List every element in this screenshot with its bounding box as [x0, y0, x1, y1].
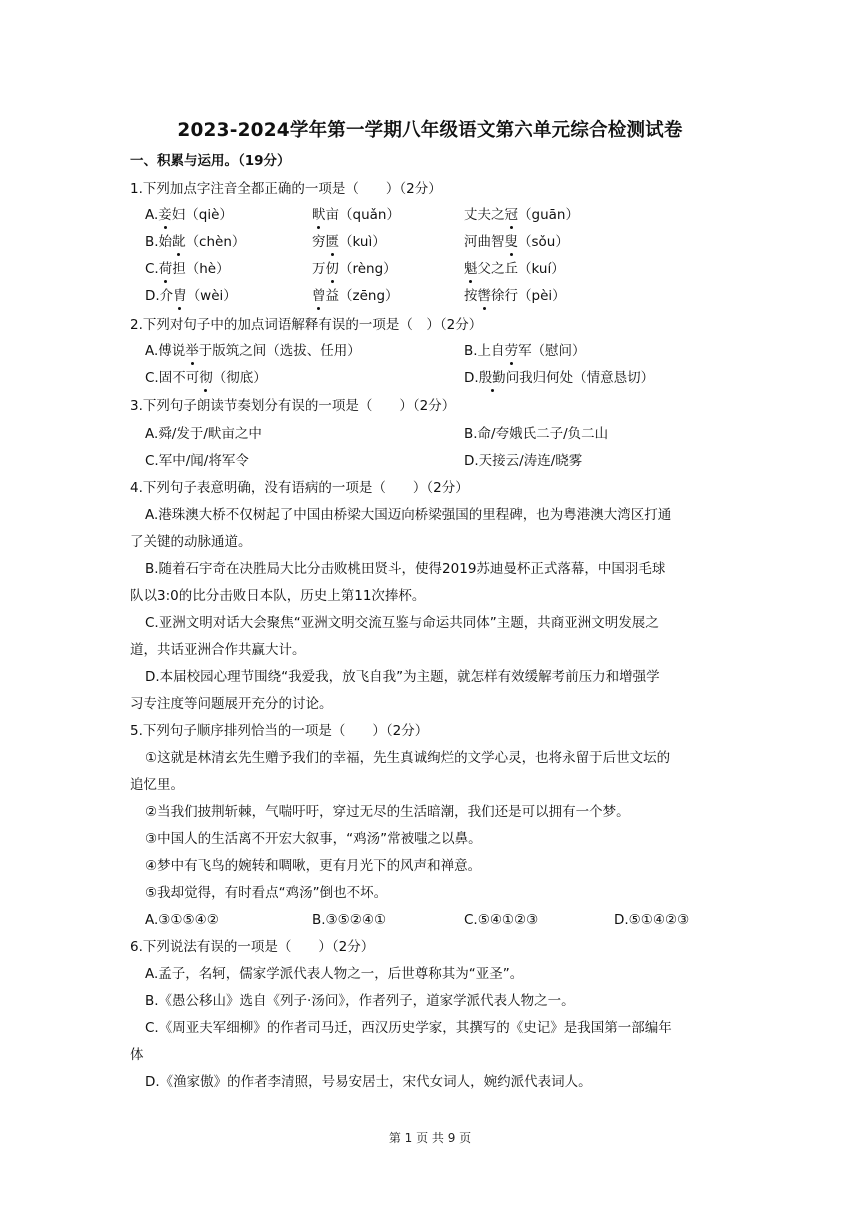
q3-option-c: C.军中/闻/将军令	[145, 453, 249, 469]
q1-option-d1: D.介胄（wèi）	[145, 288, 237, 304]
q3-option-d: D.天接云/涛连/晓雾	[464, 453, 583, 469]
q5-option-a: A.③①⑤④②	[145, 912, 219, 928]
q1-option-a2: 畎亩（quǎn）	[312, 207, 400, 223]
q5-option-d: D.⑤①④②③	[614, 912, 690, 928]
question-1-stem: 1.下列加点字注音全都正确的一项是（ ）（2分）	[130, 181, 442, 197]
q4-option-a-cont: 了关键的动脉通道。	[130, 534, 252, 550]
q4-option-d: D.本届校园心理节围绕“我爱我，放飞自我”为主题，就怎样有效缓解考前压力和增强学	[145, 669, 660, 685]
q1-option-d3: 按辔徐行（pèi）	[464, 288, 566, 304]
q5-option-c: C.⑤④①②③	[464, 912, 539, 928]
q3-option-b: B.命/夸娥氏二子/负二山	[464, 426, 609, 442]
section-heading: 一、积累与运用。（19分）	[130, 153, 291, 169]
q1-option-a1: A.妾妇（qiè）	[145, 207, 233, 223]
q2-option-d: D.殷勤问我归何处（情意恳切）	[464, 370, 655, 386]
q5-sentence-1: ①这就是林清玄先生赠予我们的幸福，先生真诚绚烂的文学心灵，也将永留于后世文坛的	[145, 750, 671, 766]
q3-option-a: A.舜/发于/畎亩之中	[145, 426, 262, 442]
question-3-stem: 3.下列句子朗读节奏划分有误的一项是（ ）（2分）	[130, 398, 456, 414]
q1-option-d2: 曾益（zēng）	[312, 288, 399, 304]
q5-sentence-2: ②当我们披荆斩棘，气喘吁吁，穿过无尽的生活暗潮，我们还是可以拥有一个梦。	[145, 804, 630, 820]
q2-option-a: A.傅说举于版筑之间（选拔、任用）	[145, 343, 361, 359]
q1-option-b2: 穷匮（kuì）	[312, 234, 386, 250]
exam-title: 2023-2024学年第一学期八年级语文第六单元综合检测试卷	[177, 120, 683, 141]
q6-option-d: D.《渔家傲》的作者李清照，号易安居士，宋代女词人，婉约派代表词人。	[145, 1074, 592, 1090]
question-4-stem: 4.下列句子表意明确，没有语病的一项是（ ）（2分）	[130, 480, 469, 496]
q6-option-c-cont: 体	[130, 1047, 144, 1063]
q4-option-b-cont: 队以3:0的比分击败日本队，历史上第11次捧杯。	[130, 588, 426, 604]
q1-option-a3: 丈夫之冠（guān）	[464, 207, 579, 223]
q6-option-b: B.《愚公移山》选自《列子·汤问》，作者列子，道家学派代表人物之一。	[145, 993, 575, 1009]
q6-option-c: C.《周亚夫军细柳》的作者司马迁，西汉历史学家，其撰写的《史记》是我国第一部编年	[145, 1020, 672, 1036]
q2-option-b: B.上自劳军（慰问）	[464, 343, 586, 359]
q5-sentence-4: ④梦中有飞鸟的婉转和啁啾，更有月光下的风声和禅意。	[145, 858, 482, 874]
q4-option-b: B.随着石宇奇在决胜局大比分击败桃田贤斗，使得2019苏迪曼杯正式落幕，中国羽毛球	[145, 561, 666, 577]
question-2-stem: 2.下列对句子中的加点词语解释有误的一项是（ ）（2分）	[130, 317, 483, 333]
q1-option-b1: B.始龀（chèn）	[145, 234, 246, 250]
q5-option-b: B.③⑤②④①	[312, 912, 387, 928]
q6-option-a: A.孟子，名轲，儒家学派代表人物之一，后世尊称其为“亚圣”。	[145, 966, 524, 982]
q4-option-c-cont: 道，共话亚洲合作共赢大计。	[130, 642, 306, 658]
q5-sentence-3: ③中国人的生活离不开宏大叙事，“鸡汤”常被嗤之以鼻。	[145, 831, 482, 847]
question-6-stem: 6.下列说法有误的一项是（ ）（2分）	[130, 939, 375, 955]
q1-option-b3: 河曲智叟（sǒu）	[464, 234, 569, 250]
q2-option-c: C.固不可彻（彻底）	[145, 370, 267, 386]
q5-sentence-5: ⑤我却觉得，有时看点“鸡汤”倒也不坏。	[145, 885, 388, 901]
q1-option-c1: C.荷担（hè）	[145, 261, 230, 277]
q5-sentence-1-cont: 追忆里。	[130, 777, 184, 793]
q1-option-c2: 万仞（rèng）	[312, 261, 397, 277]
q4-option-d-cont: 习专注度等问题展开充分的讨论。	[130, 696, 333, 712]
q4-option-c: C.亚洲文明对话大会聚焦“亚洲文明交流互鉴与命运共同体”主题，共商亚洲文明发展之	[145, 615, 659, 631]
question-5-stem: 5.下列句子顺序排列恰当的一项是（ ）（2分）	[130, 723, 429, 739]
page-number: 第 1 页 共 9 页	[388, 1131, 472, 1145]
q1-option-c3: 魁父之丘（kuí）	[464, 261, 565, 277]
q4-option-a: A.港珠澳大桥不仅树起了中国由桥梁大国迈向桥梁强国的里程碑，也为粤港澳大湾区打通	[145, 507, 672, 523]
